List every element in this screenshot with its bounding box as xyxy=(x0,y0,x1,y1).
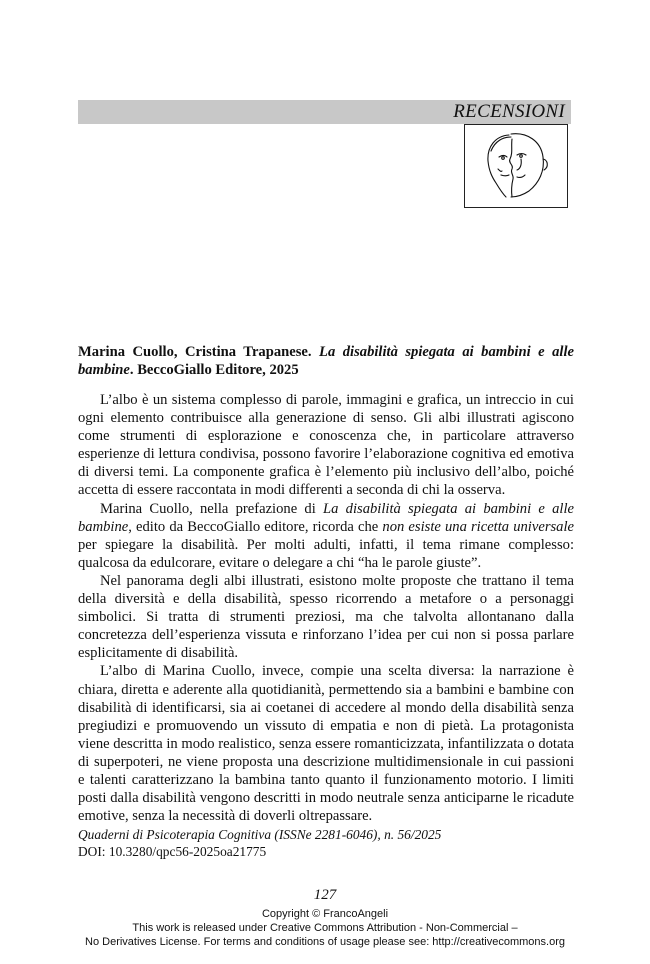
doi-text: DOI: 10.3280/qpc56-2025oa21775 xyxy=(78,843,267,859)
review-body xyxy=(78,391,574,825)
review-book-title: La disabilità spiegata ai bambini e alle bambine xyxy=(78,344,574,378)
license-line: This work is released under Creative Commons Attribution - Non-Commercial – xyxy=(132,922,518,934)
body-paragraph: L’albo di Marina Cuollo, invece, compie una scelta diversa: la narrazione è chiara, diretta e aderente alla quotidianità, permettendo sia a bambini e bambine con disabilità di identificarsi, sia ai coetanei di accedere al mondo della disabilità senza pregiudizi e promuovendo un vissuto di empatia e non di pietà. La protagonista viene descritta in modo realistico, senza essere romanticizzata, infantilizzata o dotata di superpoteri, ne viene proposta una descrizione multidimensionale in cui passioni e talenti caratterizzano la bambina tanto quanto il funzionamento motorio. I limiti posti dalla disabilità vengono descritti in modo neutrale senza anticiparne le ricadute emotive, senza la necessità di doverli oltrepassare. xyxy=(78,663,574,825)
review-authors: Marina Cuollo, Cristina Trapanese. xyxy=(78,344,312,360)
license-footer xyxy=(0,907,650,949)
page-number: 127 xyxy=(313,887,337,903)
journal-citation: Quaderni di Psicoterapia Cognitiva (ISSNe 2281-6046), n. 56/2025 xyxy=(78,827,442,842)
body-paragraph: L’albo è un sistema complesso di parole, immagini e grafica, un intreccio in cui ogni elemento contribuisce alla generazione di senso. Gli albi illustrati agiscono come strumenti di esplorazione e conoscenza che, in particolare attraverso esperienze di lettura condivisa, possono favorire l’elaborazione cognitiva ed emotiva di diversi temi. La componente grafica è l’elemento più inclusivo dell’albo, poiché accetta di essere raccontata in modi differenti a seconda di chi la osserva. xyxy=(78,392,574,499)
review-book-reference xyxy=(78,343,574,379)
section-title: RECENSIONI xyxy=(453,101,565,122)
body-book-title: La disabilità spiegata ai bambini e alle bambine xyxy=(78,500,574,535)
body-paragraph: Nel panorama degli albi illustrati, esistono molte proposte che trattano il tema della diversità e della disabilità, spesso ricorrendo a metafore o a personaggi simbolici. Si tratta di strumenti preziosi, ma che talvolta allontanano dalla concretezza dell’esperienza vissuta e rinforzano l’idea per cui non si possa parlare esplicitamente di disabilità. xyxy=(78,572,574,662)
citation-block xyxy=(78,827,574,860)
review-publisher-year: . BeccoGiallo Editore, 2025 xyxy=(129,362,299,378)
copyright-line: Copyright © FrancoAngeli xyxy=(261,908,389,920)
license-terms-line: No Derivatives License. For terms and conditions of usage please see: http://creativecommons.org xyxy=(85,936,565,948)
body-text-run: per spiegare la disabilità. Per molti adulti, infatti, il tema rimane complesso: qualcosa da edulcorare, evitare o delegare a chi “ha le parole giuste”. xyxy=(78,536,574,571)
section-header-band xyxy=(78,100,571,124)
body-paragraph xyxy=(78,500,574,572)
two-faces-line-drawing-icon xyxy=(464,124,568,208)
body-quote: non esiste una ricetta universale xyxy=(382,518,575,535)
body-text-run: , edito da BeccoGiallo editore, ricorda che xyxy=(128,518,383,535)
body-text-run: Marina Cuollo, nella prefazione di xyxy=(100,500,324,517)
